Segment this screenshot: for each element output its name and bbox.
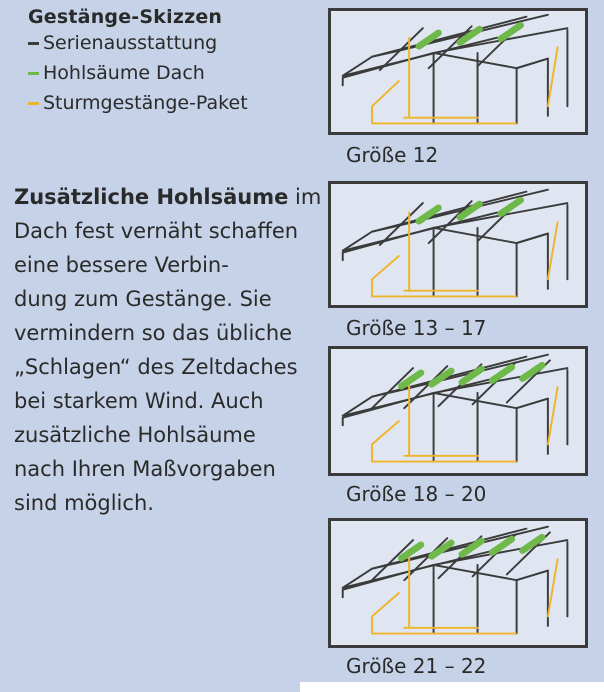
storm-line xyxy=(548,559,558,616)
paragraph-line-6: „Schlagen“ des Zeltdaches xyxy=(14,355,298,379)
frame-sketch-2 xyxy=(331,184,585,305)
legend-swatch-storm-package xyxy=(28,102,39,105)
sketch-caption-4: Größe 21 – 22 xyxy=(346,654,487,678)
legend-title: Gestänge-Skizzen xyxy=(28,6,223,28)
sketch-card-3 xyxy=(328,346,588,476)
bottom-band xyxy=(300,682,604,692)
frame-line xyxy=(517,59,548,69)
sketch-caption-1: Größe 12 xyxy=(346,143,439,167)
paragraph-line-4: dung zum Gestänge. Sie xyxy=(14,287,272,311)
paragraph-line-7: bei starkem Wind. Auch xyxy=(14,389,264,413)
paragraph-bold-lead: Zusätzliche Hohlsäume xyxy=(14,185,289,209)
frame-sketch-3 xyxy=(331,349,585,473)
frame-sketch-1 xyxy=(331,11,585,132)
legend-item-standard xyxy=(28,28,248,58)
frame-line xyxy=(380,28,423,70)
legend-label-roof-sleeves: Hohlsäume Dach xyxy=(43,62,205,84)
sketch-card-4 xyxy=(328,518,588,648)
legend-item-roof-sleeves xyxy=(28,58,248,88)
storm-line xyxy=(548,387,558,444)
paragraph-line-2: Dach fest vernäht schaffen xyxy=(14,219,299,243)
paragraph-line-3: eine bessere Verbin- xyxy=(14,253,229,277)
sketch-card-1 xyxy=(328,8,588,135)
frame-line xyxy=(517,571,548,581)
sketch-card-2 xyxy=(328,181,588,308)
legend xyxy=(28,6,248,118)
legend-label-storm-package: Sturmgestänge-Paket xyxy=(43,92,248,114)
legend-label-standard: Serienausstattung xyxy=(43,32,218,54)
paragraph-line-10: sind möglich. xyxy=(14,491,154,515)
paragraph-line-5: vermindern so das übliche xyxy=(14,321,293,345)
sketch-caption-3: Größe 18 – 20 xyxy=(346,482,487,506)
paragraph-line-9: nach Ihren Maßvorgaben xyxy=(14,457,276,481)
frame-sketch-4 xyxy=(331,521,585,645)
sketch-caption-2: Größe 13 – 17 xyxy=(346,316,487,340)
legend-swatch-roof-sleeves xyxy=(28,72,39,75)
paragraph-line-8: zusätzliche Hohlsäume xyxy=(14,423,256,447)
frame-line xyxy=(380,203,423,245)
paragraph-line-1 xyxy=(14,180,322,214)
frame-line xyxy=(517,399,548,409)
frame-line xyxy=(517,234,548,244)
legend-swatch-standard xyxy=(28,42,39,45)
paragraph-line-1-rest: im xyxy=(288,185,322,209)
storm-line xyxy=(548,222,558,279)
legend-item-storm-package xyxy=(28,88,248,118)
storm-line xyxy=(548,47,558,106)
description-paragraph xyxy=(14,180,322,520)
